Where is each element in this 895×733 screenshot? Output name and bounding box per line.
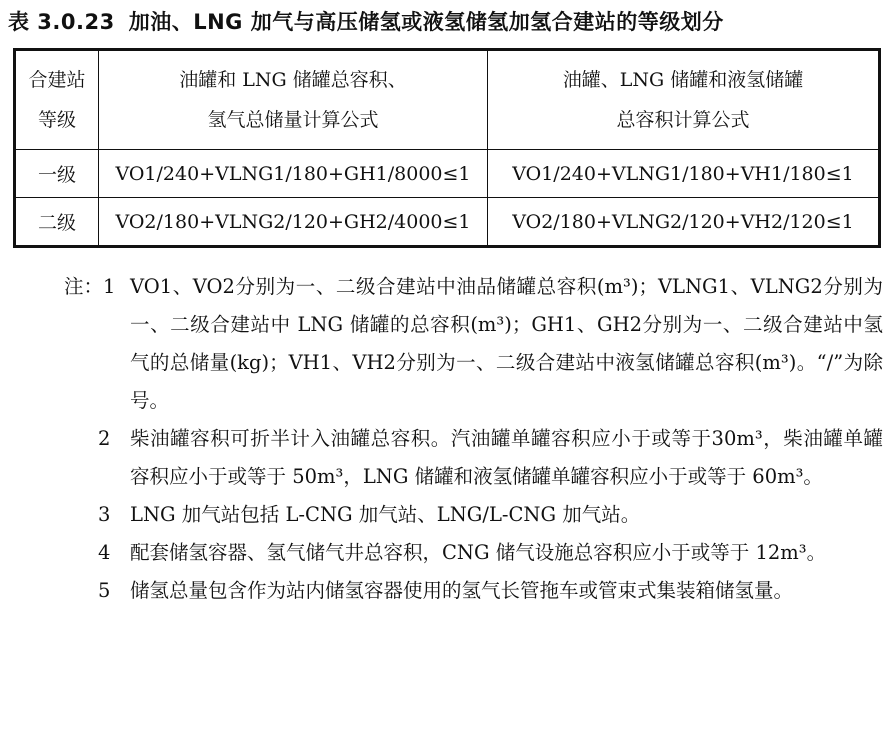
liquid-formula-cell: VO1/240+VLNG1/180+VH1/180≤1 — [488, 150, 880, 198]
grade-table — [13, 48, 881, 248]
note-5 — [0, 572, 895, 610]
notes-prefix: 注：1 — [64, 275, 116, 298]
table-caption: 加油、LNG 加气与高压储氢或液氢储氢加氢合建站的等级划分 — [128, 10, 724, 34]
header-grade — [15, 50, 99, 150]
header-gas-formula — [99, 50, 488, 150]
note-text: LNG 加气站包括 L-CNG 加气站、LNG/L-CNG 加气站。 — [130, 503, 641, 526]
note-3 — [0, 496, 895, 534]
header-grade-line1: 合建站 — [28, 69, 86, 91]
table-row — [15, 198, 880, 247]
note-text: 配套储氢容器、氢气储气井总容积，CNG 储气设施总容积应小于或等于 12m³。 — [130, 541, 827, 564]
header-liquid-line1: 油罐、LNG 储罐和液氢储罐 — [562, 69, 804, 91]
notes-section — [0, 268, 895, 610]
table-number: 表 3.0.23 — [8, 10, 115, 34]
header-gas-line2: 氢气总储量计算公式 — [207, 109, 379, 131]
note-4 — [0, 534, 895, 572]
header-liquid-line2: 总容积计算公式 — [616, 109, 750, 131]
header-liquid-formula — [488, 50, 880, 150]
liquid-formula-cell: VO2/180+VLNG2/120+VH2/120≤1 — [488, 198, 880, 247]
table-title — [8, 6, 888, 36]
note-text: 储氢总量包含作为站内储氢容器使用的氢气长管拖车或管束式集装箱储氢量。 — [130, 579, 794, 602]
gas-formula-cell: VO1/240+VLNG1/180+GH1/8000≤1 — [99, 150, 488, 198]
table-row — [15, 150, 880, 198]
note-1 — [0, 268, 895, 420]
grade-cell: 一级 — [15, 150, 99, 198]
note-text: 柴油罐容积可折半计入油罐总容积。汽油罐单罐容积应小于或等于30m³，柴油罐单罐容积应小于或等于 50m³，LNG 储罐和液氢储罐单罐容积应小于或等于 60m³。 — [130, 427, 883, 488]
note-number: 5 — [98, 579, 111, 602]
header-gas-line1: 油罐和 LNG 储罐总容积、 — [179, 69, 407, 91]
gas-formula-cell: VO2/180+VLNG2/120+GH2/4000≤1 — [99, 198, 488, 247]
header-grade-line2: 等级 — [37, 109, 76, 131]
table-header-row — [15, 50, 880, 150]
note-number: 2 — [98, 427, 111, 450]
note-2 — [0, 420, 895, 496]
note-text: VO1、VO2分别为一、二级合建站中油品储罐总容积(m³)；VLNG1、VLNG2分别为一、二级合建站中 LNG 储罐的总容积(m³)；GH1、GH2分别为一、二级合建站中氢气的总储量(kg)；VH1、VH2分别为一、二级合建站中液氢储罐总容积(m³)。“/”为除号。 — [130, 275, 883, 412]
grade-cell: 二级 — [15, 198, 99, 247]
note-number: 3 — [98, 503, 111, 526]
note-number: 4 — [98, 541, 111, 564]
